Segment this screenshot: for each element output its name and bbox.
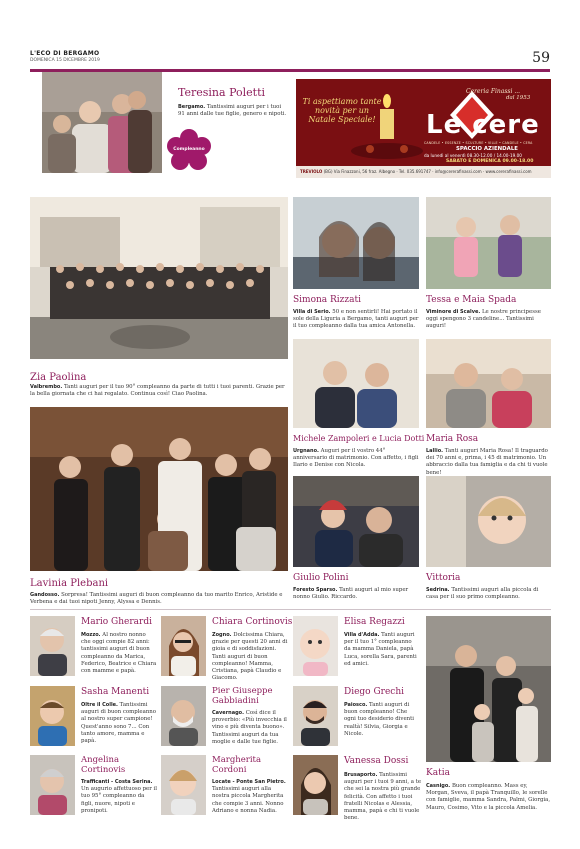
entry-message: Villa d'Adda. Tanti auguri per il tuo 1° compleanno da mamma Daniela, papà Luca, sorella Sara, parenti ed amici. xyxy=(344,632,417,667)
entry-message: Gandosso. Sorpresa! Tantissimi auguri di buon compleanno da tuo marito Enrico, Aristide e Verbena e dai tuoi nipoti Jenny, Alyssa e Dennis. xyxy=(30,592,283,606)
entry-name: Michele Zampoleri e Lucia Dotti xyxy=(293,434,425,443)
badge-label: Compleanno xyxy=(173,147,205,152)
entry-message: Valbrembo. Tanti auguri per il tuo 90° compleanno da parte di tutti i tuoi parenti. Grazie per la bella giornata che ci hai regalato. Continua così! Ciao Paolina. xyxy=(30,384,285,398)
entry-message: Urgnano. Auguri per il vostro 44° anniversario di matrimonio. Con affetto, i figli Ilario e Denise con Nicola. xyxy=(293,448,419,469)
photo-chiara xyxy=(161,616,206,676)
photo-maria-rosa xyxy=(426,339,551,428)
entry-message: Lallio. Tanti auguri Maria Rosa! Il traguardo dei 70 anni e, prima, i 45 di matrimonio. Un abbraccio dalla tua famiglia e da chi ti vuole bene! xyxy=(426,448,548,476)
entry-name: Lavinia Plebani xyxy=(30,578,109,589)
entry-name: Katia xyxy=(426,768,450,778)
entry-name: Pier Giuseppe Gabbiadini xyxy=(212,686,273,706)
photo-giulio xyxy=(293,476,419,567)
cereria-advert xyxy=(296,79,551,178)
entry-name: Sasha Manenti xyxy=(81,687,150,697)
entry-name: Mario Gherardi xyxy=(81,617,152,627)
ad-categories: CANDELE • ESSENZE • SCULTURE • VILLE • CANDELE • CERA xyxy=(424,141,533,145)
entry-message: Viminore di Scalve. Le nostre principesse oggi spengono 3 candeline... Tantissimi auguri! xyxy=(426,309,541,330)
photo-tessa-maia xyxy=(426,197,551,289)
entry-name: Zia Paolina xyxy=(30,372,87,383)
photo-simona xyxy=(293,197,419,289)
entry-name: Chiara Cortinovis xyxy=(212,617,293,627)
entry-message: Locate - Ponte San Pietro. Tantissimi auguri alla nostra piccola Margherita che compie 3 anni. Nonno Adriano e nonna Nadia. xyxy=(212,779,286,814)
photo-diego xyxy=(293,686,338,746)
page-number: 59 xyxy=(532,50,550,66)
ad-hours-weekend: SABATO E DOMENICA 09.00-18.00 xyxy=(446,159,534,164)
entry-message: Mozzo. Al nostro nonno che oggi compie 82 anni: tantissimi auguri di buon compleanno da Marica, Federico, Beatrice e Chiara con mamme e papà. xyxy=(81,632,157,675)
entry-message: Oltre il Colle. Tantissimi auguri di buon compleanno al nostro super campione! Quest'anno sono 7... Con tanto amore, mamma e papà. xyxy=(81,702,157,745)
photo-mario xyxy=(30,616,75,676)
entry-name: Angelina Cortinovis xyxy=(81,755,126,775)
photo-elisa xyxy=(293,616,338,676)
entry-name: Maria Rosa xyxy=(426,434,479,444)
photo-angelina xyxy=(30,755,75,815)
entry-name: Teresina Poletti xyxy=(178,86,266,99)
ad-hours-weekday: da lunedì al venerdì 08.30-12.00 / 14.00-19.00 xyxy=(424,153,522,158)
entry-message: Casnigo. Buon compleanno. Mass ey, Morgan, Sveva, il papà Tranquillo, le sorelle con famiglie, mamma Sandra, Palmi, Giorgia, Mauro, Cosimo, Vito e la piccola Amelia. xyxy=(426,783,551,811)
page-header xyxy=(30,50,550,72)
photo-vittoria xyxy=(426,476,551,567)
entry-message: Sedrina. Tantissimi auguri alla piccola di casa per il suo primo compleanno. xyxy=(426,587,539,601)
entry-name: Simona Rizzati xyxy=(293,295,362,305)
entry-name: Giulio Polini xyxy=(293,573,349,583)
entry-message: Zogno. Dolcissima Chiara, grazie per questi 20 anni di gioia e di soddisfazioni. Tanti auguri di buon compleanno! Mamma, Cristiana, papà Claudio e Giacomo. xyxy=(212,632,288,682)
entry-message: Brusaporto. Tantissimi auguri per i tuoi 9 anni, a te che sei la nostra più grande felicità. Con affetto i tuoi fratelli Nicolas e Alessia, mamma, papà e chi ti vuole bene. xyxy=(344,772,422,822)
section-divider xyxy=(30,609,551,610)
photo-teresina xyxy=(42,72,162,173)
entry-name: Elisa Regazzi xyxy=(344,617,405,627)
entry-message: Villa di Serio. 50 e non sentirli! Hai portato il sole della Liguria a Bergamo, tanti auguri per il tuo compleanno dalla tua amica Antonella. xyxy=(293,309,419,330)
photo-pier-giuseppe xyxy=(161,686,206,746)
ad-tagline: Ti aspettiamo tante novità per un Natale Speciale! xyxy=(302,97,382,124)
entry-name: Vanessa Dossi xyxy=(344,756,409,766)
entry-name: Diego Grechi xyxy=(344,687,404,697)
entry-message: Trafficanti - Costa Serina. Un augurio affettuoso per il tuo 95° compleanno da figli, nuore, nipoti e pronipoti. xyxy=(81,779,157,814)
photo-sasha xyxy=(30,686,75,746)
photo-zia-paolina xyxy=(30,197,288,359)
newspaper-name: L'ECO DI BERGAMO xyxy=(30,50,100,57)
entry-name: Vittoria xyxy=(426,573,461,583)
entry-message: Bergamo. Tantissimi auguri per i tuoi 91 anni dalle tue figlie, genero e nipoti. xyxy=(178,104,287,118)
photo-vanessa xyxy=(293,755,338,815)
photo-margherita xyxy=(161,755,206,815)
photo-lavinia xyxy=(30,407,288,571)
entry-name: Tessa e Maia Spada xyxy=(426,295,517,305)
entry-message: Foresto Sparso. Tanti auguri al mio super nonno Giulio. Riccardo. xyxy=(293,587,409,601)
entry-name: Margherita Cordoni xyxy=(212,755,262,775)
entry-message: Paiosco. Tanti auguri di buon compleanno! Che ogni tuo desiderio diventi realtà! Silvia, Giorgia e Nicole. xyxy=(344,702,415,737)
ad-brand-year: dal 1953 xyxy=(506,95,531,101)
entry-message: Cavernago. Così dice il proverbio: «Più invecchia il vino e più diventa buono». Tantissimi auguri da tua moglie e dalle tue figlie. xyxy=(212,710,287,745)
ad-address: TREVIOLO (BG) Via Finazzoni, 56 fraz. Albegno · Tel. 035.691747 · info@cererafinassi.com · www.cererafinassi.com xyxy=(300,169,532,174)
issue-date: DOMENICA 15 DICEMBRE 2019 xyxy=(30,58,100,63)
photo-michele-lucia xyxy=(293,339,419,428)
ad-logo: Le cere xyxy=(426,110,540,140)
ad-showroom: SPACCIO AZIENDALE xyxy=(456,146,518,152)
photo-katia xyxy=(426,616,551,762)
ad-brand: Cereria Finassi ... xyxy=(466,88,521,95)
